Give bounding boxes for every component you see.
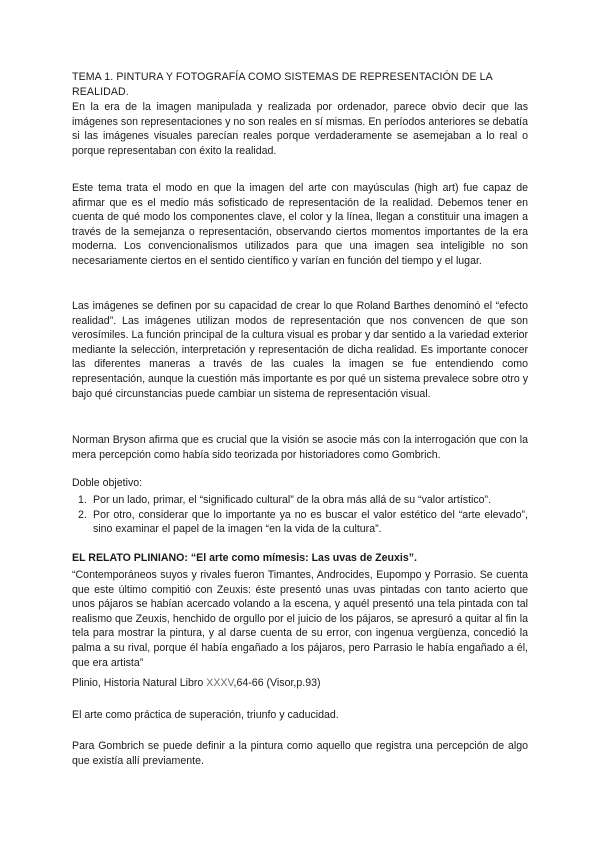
section-heading: EL RELATO PLINIANO: “El arte como mímesis: Las uvas de Zeuxis”. bbox=[72, 552, 417, 564]
closing-statement: El arte como práctica de superación, triunfo y caducidad. bbox=[72, 709, 339, 721]
objective-number: 1. bbox=[78, 494, 87, 506]
objective-label: Doble objetivo: bbox=[72, 477, 143, 489]
objective-item bbox=[72, 508, 528, 537]
citation-prefix: Plinio, Historia Natural Libro bbox=[72, 677, 207, 689]
citation-suffix: ,64-66 (Visor,p.93) bbox=[233, 677, 321, 689]
document-title: TEMA 1. PINTURA Y FOTOGRAFÍA COMO SISTEMAS DE REPRESENTACIÓN DE LA REALIDAD. bbox=[72, 71, 493, 98]
citation bbox=[72, 676, 528, 691]
objective-item bbox=[72, 493, 528, 508]
objective-number: 2. bbox=[78, 508, 87, 521]
paragraph-intro: En la era de la imagen manipulada y realizada por ordenador, parece obvio decir que las imágenes son representaciones y no son reales en sí mismas. En períodos anteriores se debatía si las imágenes visuales parecían reales porque verdaderamente se asemejaban a lo real o porque representaban con éxito la realidad. bbox=[72, 101, 528, 157]
pliny-quote: “Contemporáneos suyos y rivales fueron Timantes, Androcides, Eupompo y Porrasio. Se cuenta que este último compitió con Zeuxis: éste presentó unas uvas pintadas con tanto acierto que unos pájaros se habían acercado volando a la escena, y aquél presentó una tela pintada con tal realismo que Zeuxis, henchido de orgullo por el juicio de los pájaros, se apresuró a quitar al fin la tela para mostrar la pintura, y al darse cuenta de su error, con ingenua vergüenza, concedió la palma a su rival, porque él había engañado a los pájaros, pero Parrasio le había engañado a él, que era artista” bbox=[72, 569, 528, 669]
objective-text: Por otro, considerar que lo importante ya no es buscar el valor estético del “arte elevado”, sino examinar el papel de la imagen “en la vida de la cultura”. bbox=[93, 508, 528, 536]
paragraph-high-art: Este tema trata el modo en que la imagen del arte con mayúsculas (high art) fue capaz de afirmar que es el medio más sofisticado de representación de la realidad. Debemos tener en cuenta de qué modo los componentes clave, el color y la línea, llegan a constituir una imagen a través de la semejanza o representación, observando ciertos momentos importantes de la era moderna. Los convencionalismos utilizados para que una imagen sea inteligible no son necesariamente ciertos en el sentido científico y varían en función del tiempo y el lugar. bbox=[72, 182, 528, 267]
closing-gombrich: Para Gombrich se puede definir a la pintura como aquello que registra una percepción de algo que existía allí previamente. bbox=[72, 740, 528, 767]
objective-text: Por un lado, primar, el “significado cultural” de la obra más allá de su “valor artístico”. bbox=[93, 494, 492, 506]
paragraph-barthes: Las imágenes se definen por su capacidad de crear lo que Roland Barthes denominó el “efecto realidad”. Las imágenes utilizan modos de representación que nos convencen de que son verosímiles. La función principal de la cultura visual es probar y dar sentido a la variedad exterior mediante la selección, interpretación y representación de dicha realidad. Es importante conocer las diferentes maneras a través de las cuales la imagen se fue entendiendo como representación, aunque la cuestión más importante es por qué un sistema prevalece sobre otro y bajo qué circunstancias puede cambiar un sistema de representación visual. bbox=[72, 300, 528, 400]
citation-book: XXXV bbox=[206, 677, 234, 689]
paragraph-bryson: Norman Bryson afirma que es crucial que la visión se asocie más con la interrogación que con la mera percepción como había sido teorizada por historiadores como Gombrich. bbox=[72, 434, 528, 461]
objective-list bbox=[72, 493, 528, 537]
